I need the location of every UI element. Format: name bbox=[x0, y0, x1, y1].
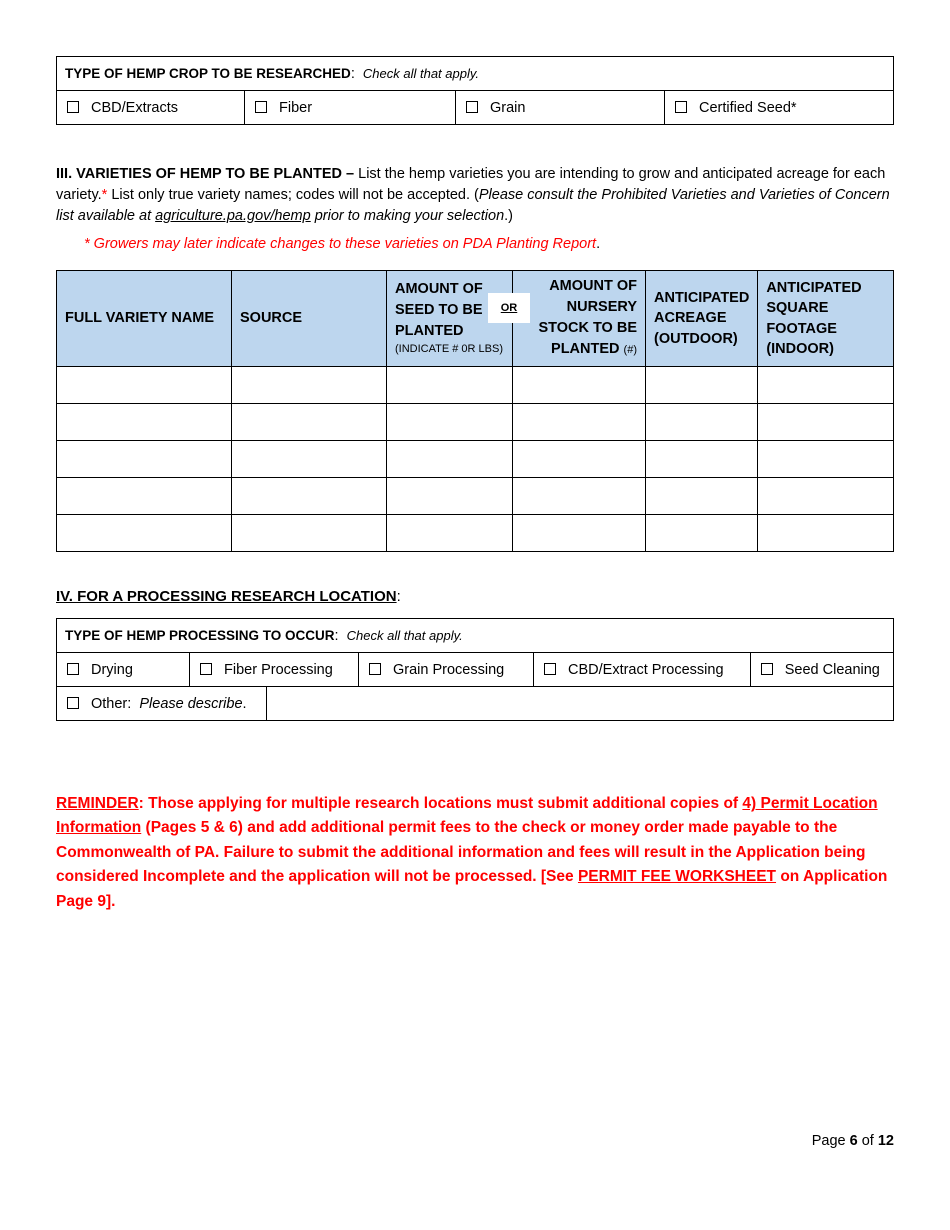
page-total: 12 bbox=[877, 1133, 894, 1149]
table-cell[interactable] bbox=[232, 404, 387, 441]
table-row bbox=[57, 515, 894, 552]
page-current: 6 bbox=[849, 1133, 858, 1149]
table-row bbox=[57, 367, 894, 404]
varieties-title: III. VARIETIES OF HEMP TO BE PLANTED – bbox=[56, 166, 355, 182]
processing-section-title bbox=[56, 588, 401, 605]
processing-title-colon: : bbox=[396, 588, 401, 605]
varieties-asterisk: * bbox=[101, 187, 108, 203]
hemp-url-link[interactable]: agriculture.pa.gov/hemp bbox=[155, 208, 311, 224]
table-cell[interactable] bbox=[57, 367, 232, 404]
reminder-paragraph bbox=[56, 792, 901, 914]
processing-option-cbd[interactable] bbox=[534, 653, 751, 687]
or-label: OR bbox=[488, 293, 530, 323]
processing-option-grain-label: Grain Processing bbox=[393, 661, 505, 678]
crop-type-header-title: TYPE OF HEMP CROP TO BE RESEARCHED bbox=[65, 65, 351, 81]
crop-option-grain[interactable] bbox=[456, 91, 665, 125]
crop-type-header-period: . bbox=[475, 65, 480, 81]
processing-other-label: Other: bbox=[91, 695, 132, 712]
processing-table bbox=[56, 618, 894, 687]
table-cell[interactable] bbox=[513, 515, 646, 552]
table-cell[interactable] bbox=[646, 478, 758, 515]
table-cell[interactable] bbox=[387, 404, 513, 441]
crop-option-fiber[interactable] bbox=[245, 91, 456, 125]
varieties-text2: List only true variety names; codes will not be accepted. ( bbox=[107, 187, 479, 203]
crop-type-header bbox=[57, 57, 894, 91]
processing-option-drying[interactable] bbox=[57, 653, 190, 687]
processing-header-colon: : bbox=[334, 627, 339, 644]
reminder-text3: on Application Page 9]. bbox=[56, 868, 888, 910]
processing-other-description-field[interactable] bbox=[267, 687, 894, 721]
checkbox-icon[interactable] bbox=[369, 663, 381, 675]
permit-fee-worksheet-link[interactable]: PERMIT FEE WORKSHEET bbox=[577, 868, 777, 886]
col-square-footage-indoor: ANTICIPATED SQUARE FOOTAGE (INDOOR) bbox=[758, 271, 894, 367]
table-cell[interactable] bbox=[758, 367, 894, 404]
table-row bbox=[57, 441, 894, 478]
table-cell[interactable] bbox=[57, 515, 232, 552]
varieties-table bbox=[56, 270, 894, 552]
processing-option-fiber-label: Fiber Processing bbox=[224, 661, 333, 678]
varieties-text1: List the hemp varieties you are intending to grow and anticipated acreage for each variety. bbox=[56, 166, 886, 203]
grower-note bbox=[84, 236, 600, 252]
crop-type-header-instruction: Check all that apply bbox=[362, 65, 476, 81]
table-cell[interactable] bbox=[387, 367, 513, 404]
checkbox-icon[interactable] bbox=[466, 101, 478, 113]
page-word: Page bbox=[811, 1133, 850, 1149]
table-cell[interactable] bbox=[232, 441, 387, 478]
col-nursery-stock-note: (#) bbox=[623, 344, 637, 356]
processing-header-instruction: Check all that apply bbox=[346, 627, 460, 643]
varieties-italic1: Please consult the Prohibited Varieties and Varieties of Concern list available at bbox=[56, 187, 890, 224]
page-number bbox=[812, 1133, 894, 1149]
processing-header-title: TYPE OF HEMP PROCESSING TO OCCUR bbox=[65, 627, 335, 643]
processing-header-period: . bbox=[459, 627, 463, 643]
table-cell[interactable] bbox=[758, 404, 894, 441]
col-nursery-stock-label: AMOUNT OF NURSERY STOCK TO BE PLANTED bbox=[538, 278, 637, 357]
table-cell[interactable] bbox=[646, 441, 758, 478]
table-row bbox=[57, 404, 894, 441]
varieties-text3: .) bbox=[504, 208, 513, 224]
processing-title-text: IV. FOR A PROCESSING RESEARCH LOCATION bbox=[56, 588, 397, 605]
checkbox-icon[interactable] bbox=[200, 663, 212, 675]
crop-type-table bbox=[56, 56, 894, 125]
checkbox-icon[interactable] bbox=[255, 101, 267, 113]
table-cell[interactable] bbox=[387, 441, 513, 478]
processing-option-drying-label: Drying bbox=[91, 661, 133, 678]
varieties-italic2: prior to making your selection bbox=[310, 208, 505, 224]
processing-option-other[interactable] bbox=[57, 687, 267, 721]
crop-option-grain-label: Grain bbox=[490, 99, 526, 116]
varieties-intro bbox=[56, 164, 896, 227]
permit-location-link[interactable]: 4) Permit Location Information bbox=[56, 795, 878, 837]
reminder-text2: (Pages 5 & 6) and add additional permit fees to the check or money order made payable to the Commonwealth of PA. Failure to submit the additional information and fees will result in the Application being considered Incomplete and the application will not be processed. [See bbox=[56, 819, 866, 886]
page-of: of bbox=[857, 1133, 878, 1149]
reminder-text1: : Those applying for multiple research locations must submit additional copies of bbox=[138, 795, 743, 812]
table-row bbox=[57, 478, 894, 515]
col-source: SOURCE bbox=[232, 271, 387, 367]
table-cell[interactable] bbox=[646, 404, 758, 441]
reminder-label: REMINDER bbox=[56, 795, 139, 812]
table-cell[interactable] bbox=[513, 478, 646, 515]
grower-note-text: * Growers may later indicate changes to these varieties on PDA Planting Report bbox=[84, 236, 597, 252]
varieties-header-row bbox=[57, 271, 894, 367]
table-cell[interactable] bbox=[513, 367, 646, 404]
crop-type-header-colon: : bbox=[350, 65, 355, 82]
table-cell[interactable] bbox=[387, 515, 513, 552]
processing-option-grain[interactable] bbox=[359, 653, 534, 687]
col-nursery-stock bbox=[513, 271, 646, 367]
table-cell[interactable] bbox=[232, 367, 387, 404]
table-cell[interactable] bbox=[57, 441, 232, 478]
processing-option-fiber[interactable] bbox=[190, 653, 359, 687]
processing-other-period: . bbox=[242, 695, 247, 712]
table-cell[interactable] bbox=[387, 478, 513, 515]
col-seed-amount-note: (INDICATE # 0R LBS) bbox=[395, 343, 503, 355]
grower-note-period: . bbox=[596, 236, 601, 252]
crop-option-cbd[interactable] bbox=[57, 91, 245, 125]
table-cell[interactable] bbox=[232, 478, 387, 515]
crop-option-fiber-label: Fiber bbox=[279, 99, 313, 116]
processing-header bbox=[57, 619, 894, 653]
table-cell[interactable] bbox=[57, 404, 232, 441]
col-acreage-outdoor: ANTICIPATED ACREAGE (OUTDOOR) bbox=[646, 271, 758, 367]
table-cell[interactable] bbox=[758, 478, 894, 515]
table-cell[interactable] bbox=[758, 441, 894, 478]
processing-other-instruction: Please describe bbox=[139, 695, 243, 712]
col-seed-amount-label: AMOUNT OF SEED TO BE PLANTED bbox=[395, 281, 483, 339]
table-cell[interactable] bbox=[57, 478, 232, 515]
crop-option-cbd-label: CBD/Extracts bbox=[91, 99, 179, 116]
table-cell[interactable] bbox=[758, 515, 894, 552]
checkbox-icon[interactable] bbox=[67, 663, 79, 675]
processing-other-table bbox=[56, 687, 894, 721]
checkbox-icon[interactable] bbox=[761, 663, 773, 675]
table-cell[interactable] bbox=[646, 515, 758, 552]
crop-option-certified-seed[interactable] bbox=[665, 91, 894, 125]
table-cell[interactable] bbox=[232, 515, 387, 552]
col-full-variety-name: FULL VARIETY NAME bbox=[57, 271, 232, 367]
crop-option-certified-seed-label: Certified Seed* bbox=[699, 99, 797, 116]
processing-option-seed-cleaning[interactable] bbox=[750, 653, 893, 687]
table-cell[interactable] bbox=[646, 367, 758, 404]
table-cell[interactable] bbox=[513, 404, 646, 441]
checkbox-icon[interactable] bbox=[675, 101, 687, 113]
processing-option-seed-cleaning-label: Seed Cleaning bbox=[784, 661, 880, 678]
checkbox-icon[interactable] bbox=[67, 697, 79, 709]
checkbox-icon[interactable] bbox=[544, 663, 556, 675]
checkbox-icon[interactable] bbox=[67, 101, 79, 113]
table-cell[interactable] bbox=[513, 441, 646, 478]
processing-option-cbd-label: CBD/Extract Processing bbox=[568, 661, 724, 678]
